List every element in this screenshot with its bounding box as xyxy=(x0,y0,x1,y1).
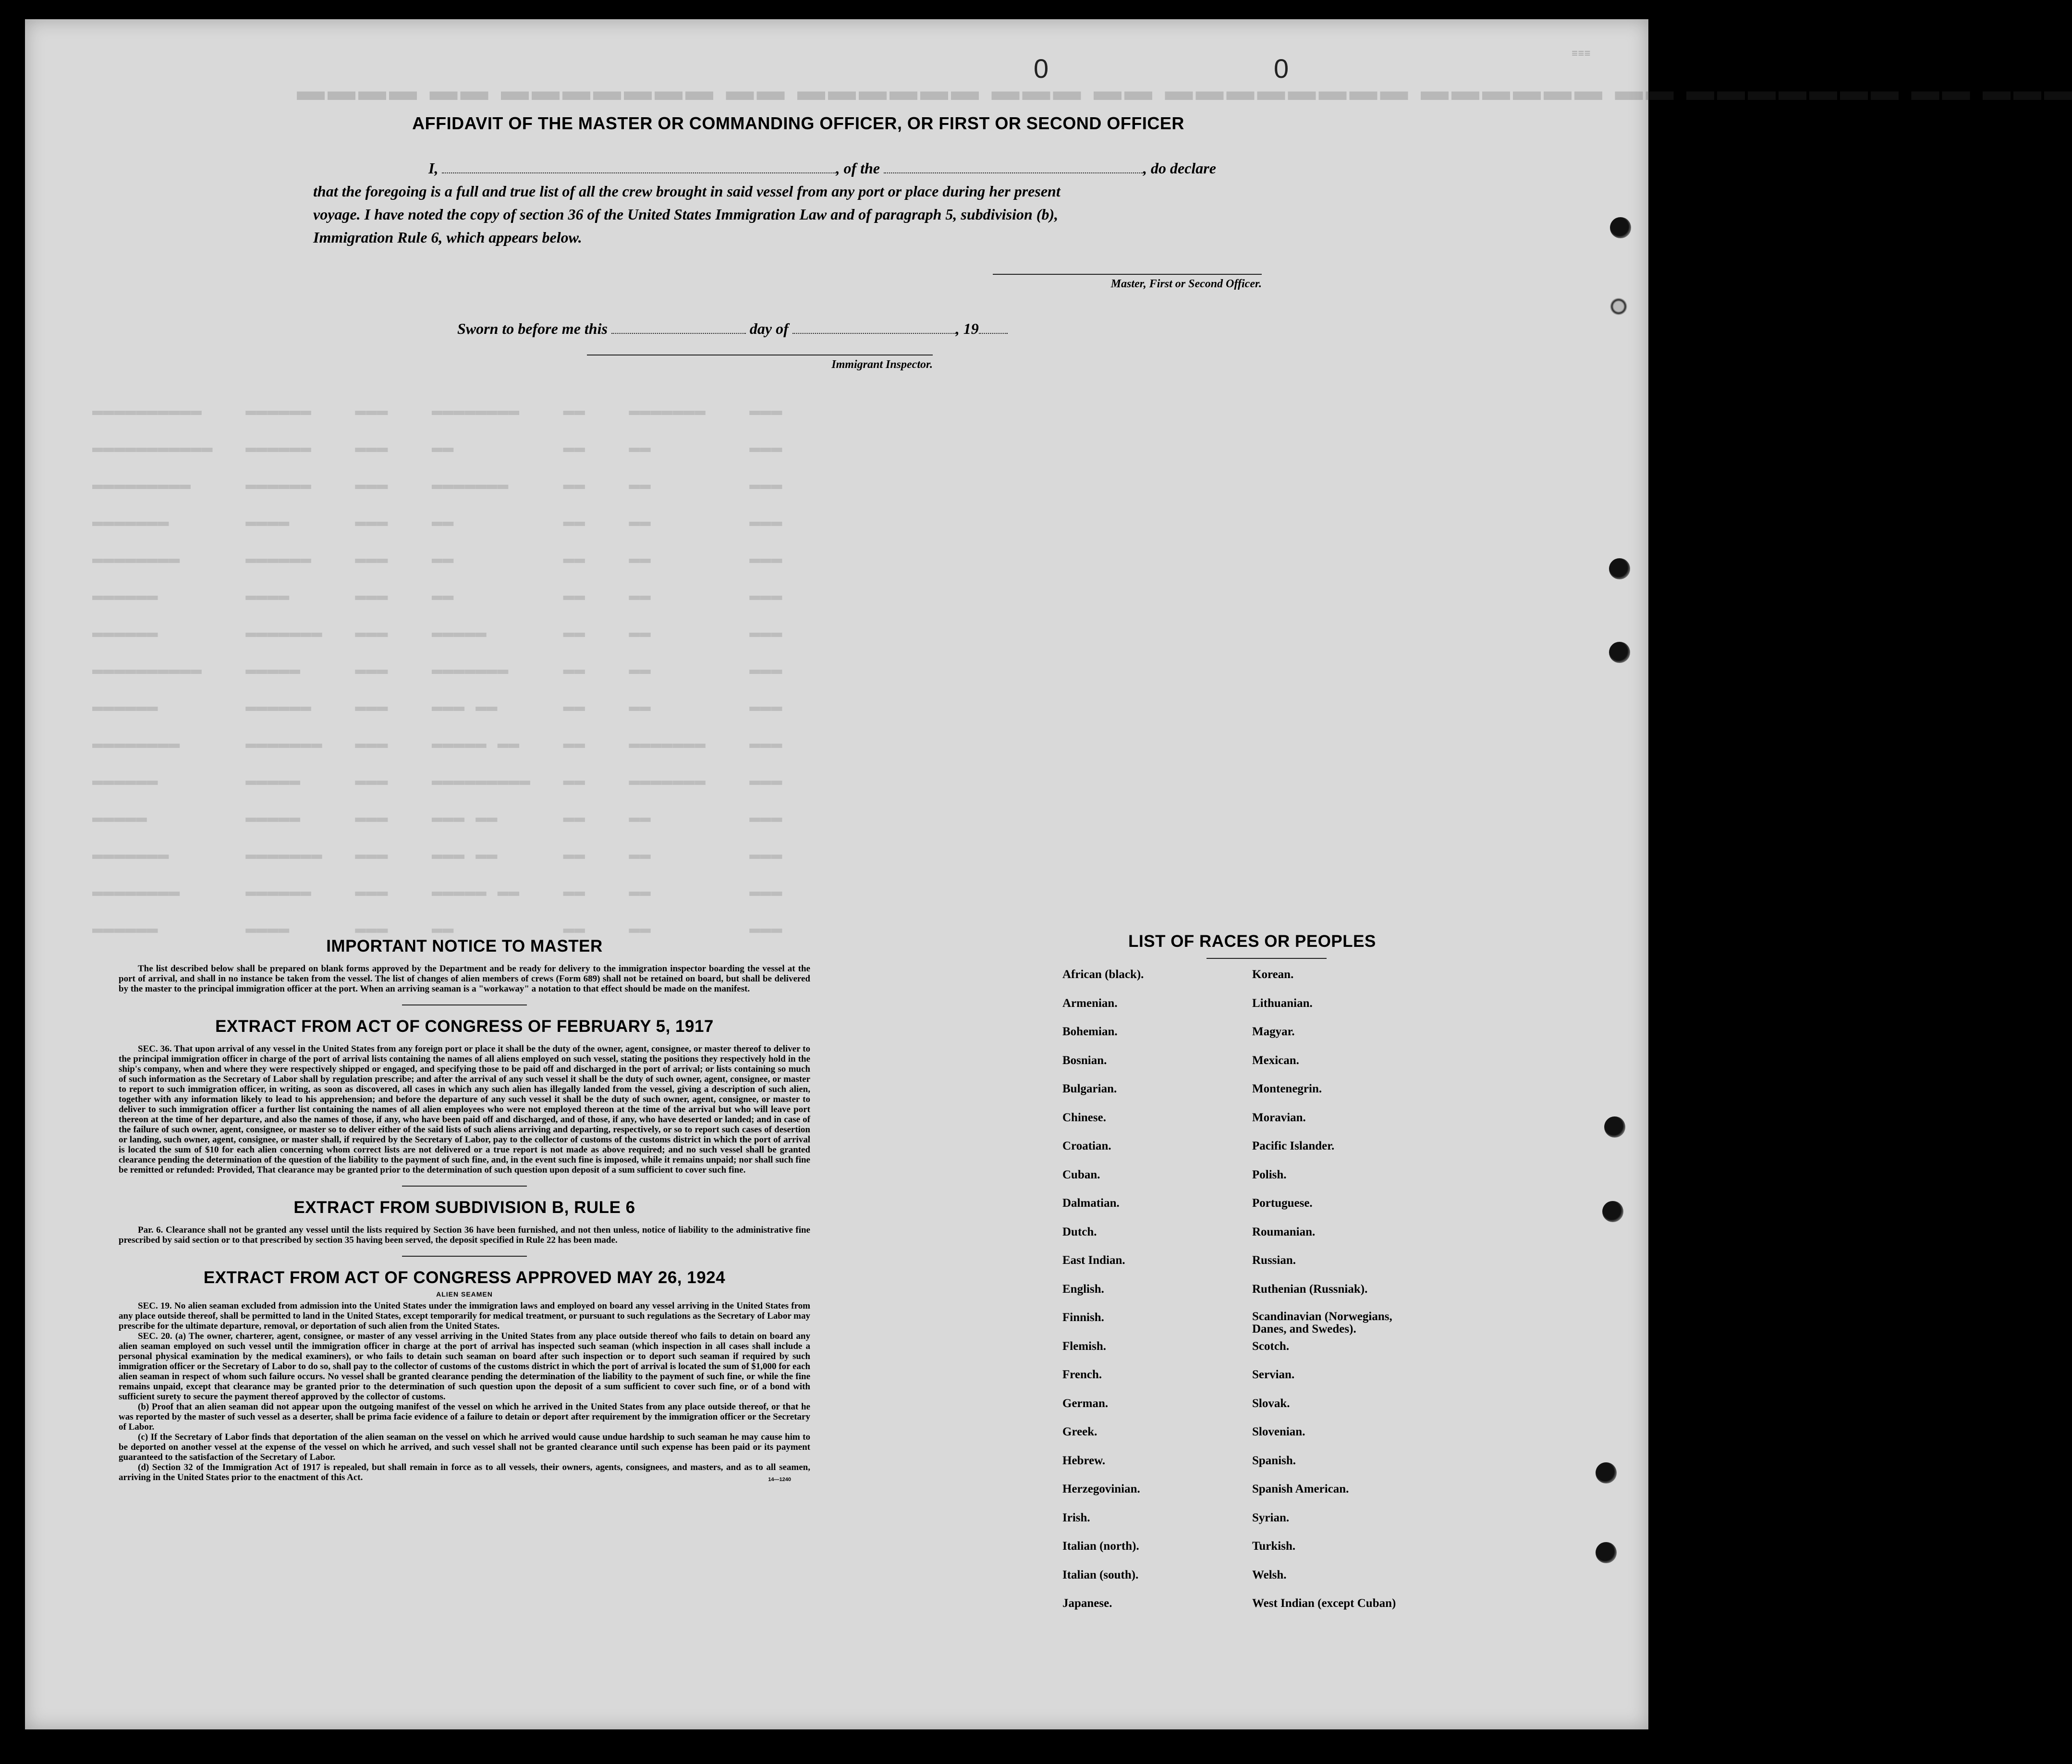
notice-text: The list described below shall be prepared on blank forms approved by the Department and be ready for delivery to the immigration inspector boarding the vessel at the port of arrival, and shall in no instance be taken from the vessel. The list of changes of alien members of crews (Form 689) shall not be retained on board, but shall be delivered by the master to the principal immigration officer at the port. When an arriving seaman is a "workaway" a notation to that effect should be made on the manifest. xyxy=(119,964,810,994)
race-item: Dutch. xyxy=(1062,1225,1097,1238)
extract-1924-title: EXTRACT FROM ACT OF CONGRESS APPROVED MAY 26, 1924 xyxy=(203,1268,726,1287)
race-item: Japanese. xyxy=(1062,1597,1112,1610)
extract-1917-title: EXTRACT FROM ACT OF CONGRESS OF FEBRUARY 5, 1917 xyxy=(215,1017,714,1036)
race-item: Bosnian. xyxy=(1062,1054,1107,1067)
declaration-mid: , of the xyxy=(836,159,880,177)
divider xyxy=(402,1256,527,1257)
punch-hole-icon xyxy=(1610,298,1627,315)
race-item: Bulgarian. xyxy=(1062,1082,1117,1095)
declaration-prefix: I, xyxy=(428,159,439,177)
punch-hole-icon xyxy=(1610,217,1631,238)
divider xyxy=(1207,958,1327,959)
inspector-signature-field[interactable] xyxy=(587,350,933,355)
extract-1924-sec20d: (d) Section 32 of the Immigration Act of 1917 is repealed, but shall remain in force as to all vessels, their owners, agents, consignees, and masters, and as to all seamen, arriving in the United States prior to the enactment of this Act. xyxy=(119,1462,810,1482)
race-item: Greek. xyxy=(1062,1425,1097,1438)
inspector-signature-block xyxy=(587,350,933,371)
races-list xyxy=(1062,932,1427,1640)
race-item: Moravian. xyxy=(1252,1111,1306,1124)
race-item: Scandinavian (Norwegians, Danes, and Swedes). xyxy=(1252,1310,1392,1335)
race-item: Servian. xyxy=(1252,1368,1295,1381)
extract-1924-sec20b: (b) Proof that an alien seaman did not appear upon the outgoing manifest of the vessel on which he arrived in the United States from any place outside thereof, or that he was reported by the master of such vessel as a deserter, shall be prima facie evidence of a failure to detain or deport after requirement by the immigration officer or the Secretary of Labor. xyxy=(119,1402,810,1432)
bleed-through-rows: ▬▬▬▬▬▬▬▬▬▬ ▬▬▬▬▬▬ ▬▬▬ ▬▬▬▬▬▬▬▬ ▬▬ ▬▬▬▬▬▬▬ ▬▬▬ ▬▬▬▬▬▬▬▬▬▬▬ ▬▬▬▬▬▬ ▬▬▬ ▬▬ ▬▬ ▬▬ ▬▬▬ ▬▬▬▬▬▬▬▬▬ ▬▬▬▬▬▬ ▬▬▬ ▬▬▬▬▬▬▬ ▬▬ ▬▬ ▬▬▬ ▬▬▬▬▬▬▬ ▬▬▬▬ ▬▬▬ ▬▬ ▬▬ ▬▬ ▬▬▬ ▬▬▬▬▬▬▬▬ ▬▬▬▬▬▬ ▬▬▬ ▬▬ ▬▬ ▬▬ ▬▬▬ ▬▬▬▬▬▬ ▬▬▬▬ ▬▬▬ ▬▬ ▬▬ ▬▬ ▬▬▬ ▬▬▬▬▬▬ ▬▬▬▬▬▬▬ ▬▬▬ ▬▬▬▬▬ ▬▬ ▬▬ ▬▬▬ ▬▬▬▬▬▬▬▬▬▬ ▬▬▬▬▬ ▬▬▬ ▬▬▬▬▬▬▬ ▬▬ ▬▬ ▬▬▬ ▬▬▬▬▬▬ ▬▬▬▬▬▬ ▬▬▬ ▬▬▬ ▬▬ ▬▬ ▬▬ ▬▬▬ ▬▬▬▬▬▬▬▬ ▬▬▬▬▬▬▬ ▬▬▬ ▬▬▬▬▬ ▬▬ ▬▬ ▬▬▬▬▬▬▬ ▬▬▬ ▬▬▬▬▬▬ ▬▬▬▬▬ ▬▬▬ ▬▬▬▬▬▬▬▬▬ ▬▬ ▬▬▬▬▬▬▬ ▬▬▬ ▬▬▬▬▬ ▬▬▬▬▬ ▬▬▬ ▬▬▬ ▬▬ ▬▬ ▬▬ ▬▬▬ ▬▬▬▬▬▬▬ ▬▬▬▬▬▬▬ ▬▬▬ ▬▬▬ ▬▬ ▬▬ ▬▬ ▬▬▬ ▬▬▬▬▬▬▬▬ ▬▬▬▬▬▬ ▬▬▬ ▬▬▬▬▬ ▬▬ ▬▬ ▬▬ ▬▬▬ ▬▬▬▬▬▬ ▬▬▬▬ ▬▬▬ ▬▬ ▬▬ ▬▬ ▬▬▬ xyxy=(92,401,782,939)
race-item: Roumanian. xyxy=(1252,1225,1316,1238)
race-item: Mexican. xyxy=(1252,1054,1299,1067)
master-signature-block xyxy=(993,269,1262,291)
sworn-mid: day of xyxy=(749,320,789,337)
race-item: Welsh. xyxy=(1252,1568,1287,1581)
form-number: 14—1240 xyxy=(768,1477,791,1482)
races-title: LIST OF RACES OR PEOPLES xyxy=(1128,932,1376,951)
extract-rule6-text: Par. 6. Clearance shall not be granted any vessel until the lists required by Section 36 have been furnished, and not then unless, notice of liability to the administrative fine prescribed by said section or to that prescribed by section 35 having been served, the deposit specified in Rule 22 has been made. xyxy=(119,1225,810,1245)
race-item: Italian (north). xyxy=(1062,1540,1139,1553)
race-item: French. xyxy=(1062,1368,1102,1381)
sworn-month-field[interactable] xyxy=(792,319,956,334)
race-item: Spanish. xyxy=(1252,1454,1296,1467)
notice-column xyxy=(119,937,810,1482)
sworn-prefix: Sworn to before me this xyxy=(457,320,608,337)
race-item: English. xyxy=(1062,1282,1104,1296)
race-item: Flemish. xyxy=(1062,1339,1106,1353)
race-item: Russian. xyxy=(1252,1254,1296,1267)
affidavit-section xyxy=(313,113,1379,249)
declaration-line-4: Immigration Rule 6, which appears below. xyxy=(313,229,582,246)
extract-1924-sec20a: SEC. 20. (a) The owner, charterer, agent, consignee, or master of any vessel arriving in the United States from any place outside thereof who fails to detain on board any alien seaman employed on such vessel until the immigration officer in charge at the port of arrival has inspected such seaman (which inspection in all cases shall include a personal physical examination by the medical examiners), or who fails to detain such seaman on board after such inspection or to deport such seaman if required by such immigration officer or the Secretary of Labor to do so, shall pay to the collector of customs of the customs district in which the port of arrival is located the sum of $1,000 for each alien seaman in respect of whom such failure occurs. No vessel shall be granted clearance pending the determination of the liability to the payment of such fine, or while the fine remains unpaid, except that clearance may be granted prior to the determination of such question upon the deposit of a sum sufficient to cover such fine, or of a bond with sufficient surety to secure the payment thereof approved by the collector of customs. xyxy=(119,1331,810,1402)
race-item: Turkish. xyxy=(1252,1540,1296,1553)
punch-hole-icon xyxy=(1596,1462,1617,1483)
punch-hole-icon xyxy=(1609,642,1630,663)
extract-1917-text: SEC. 36. That upon arrival of any vessel in the United States from any foreign port or place it shall be the duty of the owner, agent, consignee, or master thereof to deliver to the principal immigration officer in charge of the port of arrival lists containing the names of all aliens employed on such vessel, stating the positions they respectively hold in the ship's company, when and where they were respectively shipped or engaged, and specifying those to be paid off and discharged in the port of arrival; or lists containing so much of such information as the Secretary of Labor shall by regulation prescribe; and after the arrival of any such vessel it shall be the duty of such owner, agent, consignee, or master to report to such immigration officer, in writing, as soon as discovered, all cases in which any such alien has illegally landed from the vessel, giving a description of such alien, together with any information likely to lead to his apprehension; and before the departure of any such vessel it shall be the duty of such owner, agent, consignee, or master to deliver to such immigration officer a further list containing the names of all alien employees who were not employed thereon at the time of the arrival but who will leave port thereon at the time of her departure, and also the names of those, if any, who have been paid off and discharged, and of those, if any, who have deserted or landed; and in case of the failure of such owner, agent, consignee, or master so to deliver either of the said lists of such aliens arriving and departing, respectively, or so to report such cases of desertion or landing, such owner, agent, consignee, or master shall, if required by the Secretary of Labor, pay to the collector of customs of the customs district in which the port of arrival is located the sum of $10 for each alien concerning whom correct lists are not delivered or a true report is not made as above required; and no such vessel shall be granted clearance pending the determination of the question of the liability to the payment of such fine, and, in the event such fine is imposed, while it remains unpaid; nor shall such fine be remitted or refunded: Provided, That clearance may be granted prior to the determination of such question upon deposit of a sum sufficient to cover such fine. xyxy=(119,1044,810,1175)
declaration-line-3: voyage. I have noted the copy of section 36 of the United States Immigration Law and of paragraph 5, subdivision (b), xyxy=(313,206,1059,223)
race-item: African (black). xyxy=(1062,968,1144,981)
race-item: Bohemian. xyxy=(1062,1025,1118,1038)
extract-1924-sec19: SEC. 19. No alien seaman excluded from admission into the United States under the immigration laws and employed on board any vessel arriving in the United States from any place outside thereof, shall be permitted to land in the United States, except temporarily for medical treatment, or pursuant to such regulations as the Secretary of Labor may prescribe for the ultimate departure, removal, or deportation of such alien from the United States. xyxy=(119,1301,810,1331)
race-item: Hebrew. xyxy=(1062,1454,1106,1467)
master-signature-field[interactable] xyxy=(993,269,1262,275)
sworn-year: , 19 xyxy=(955,320,979,337)
sworn-line xyxy=(457,319,1008,338)
race-item: Italian (south). xyxy=(1062,1568,1139,1581)
punch-hole-icon xyxy=(1604,1116,1625,1138)
race-item: Scotch. xyxy=(1252,1339,1290,1353)
race-item: Armenian. xyxy=(1062,996,1118,1010)
divider xyxy=(402,1004,527,1005)
declaration-suffix: , do declare xyxy=(1143,159,1216,177)
race-item: Slovak. xyxy=(1252,1396,1290,1410)
races-grid xyxy=(1062,968,1427,1640)
affidavit-title: AFFIDAVIT OF THE MASTER OR COMMANDING OFFICER, OR FIRST OR SECOND OFFICER xyxy=(412,113,1184,133)
race-item: Spanish American. xyxy=(1252,1482,1349,1495)
punch-hole-icon xyxy=(1596,1542,1617,1563)
race-item: Irish. xyxy=(1062,1511,1090,1524)
races-left-column xyxy=(1062,968,1144,1625)
vessel-name-field[interactable] xyxy=(884,159,1143,173)
race-item: Cuban. xyxy=(1062,1168,1100,1181)
race-item: West Indian (except Cuban) xyxy=(1252,1597,1396,1610)
race-item: Chinese. xyxy=(1062,1111,1106,1124)
race-item: Syrian. xyxy=(1252,1511,1290,1524)
extract-rule6-title: EXTRACT FROM SUBDIVISION B, RULE 6 xyxy=(293,1198,635,1217)
race-item: Magyar. xyxy=(1252,1025,1295,1038)
header-mark: 0 xyxy=(1034,53,1049,84)
race-item: Lithuanian. xyxy=(1252,996,1313,1010)
race-item: Montenegrin. xyxy=(1252,1082,1322,1095)
races-right-column xyxy=(1252,968,1396,1625)
race-item: Portuguese. xyxy=(1252,1197,1313,1210)
race-item: East Indian. xyxy=(1062,1254,1125,1267)
declarant-name-field[interactable] xyxy=(442,159,836,173)
header-mark: 0 xyxy=(1274,53,1289,84)
race-item: Ruthenian (Russniak). xyxy=(1252,1282,1368,1296)
sworn-year-field[interactable] xyxy=(979,319,1008,334)
race-item: Dalmatian. xyxy=(1062,1197,1120,1210)
extract-1924-sec20c: (c) If the Secretary of Labor finds that deportation of the alien seaman on the vessel on which he arrived would cause undue hardship to such seaman he may cause him to be deported on another vessel at the expense of the vessel on which he arrived, and such vessel shall not be granted clearance until such expense has been paid or its payment guaranteed to the satisfaction of the Secretary of Labor. xyxy=(119,1432,810,1462)
declaration-line-2: that the foregoing is a full and true list of all the crew brought in said vessel from any port or place during her present xyxy=(313,183,1060,200)
race-item: Korean. xyxy=(1252,968,1294,981)
race-item: Finnish. xyxy=(1062,1311,1104,1324)
inspector-label: Immigrant Inspector. xyxy=(831,358,933,371)
master-signature-label: Master, First or Second Officer. xyxy=(1110,278,1262,290)
divider xyxy=(402,1186,527,1187)
race-item: Herzegovinian. xyxy=(1062,1482,1140,1495)
race-item: Croatian. xyxy=(1062,1139,1111,1152)
extract-1924-subtitle: ALIEN SEAMEN xyxy=(436,1290,493,1298)
race-item: German. xyxy=(1062,1396,1109,1410)
race-item: Pacific Islander. xyxy=(1252,1139,1335,1152)
notice-title: IMPORTANT NOTICE TO MASTER xyxy=(326,937,603,956)
edge-mark: ≡≡≡ xyxy=(1572,48,1591,60)
manifest-page xyxy=(25,19,2072,1729)
declaration-line-1 xyxy=(313,157,1379,180)
punch-hole-icon xyxy=(1609,558,1630,579)
race-item: Slovenian. xyxy=(1252,1425,1305,1438)
bleed-through-header: ▬▬▬ ▬▬ ▬▬▬▬▬▬▬ ▬▬ ▬▬▬▬▬▬ ▬▬▬▬▬▬▬▬ ▬▬ ▬▬▬ ▬▬▬▬▬▬ ▬▬ ▬▬▬▬▬▬▬ ▬▬ ▬▬▬▬ xyxy=(294,75,2072,106)
sworn-day-field[interactable] xyxy=(611,319,746,334)
race-item: Polish. xyxy=(1252,1168,1287,1181)
punch-hole-icon xyxy=(1602,1201,1623,1222)
